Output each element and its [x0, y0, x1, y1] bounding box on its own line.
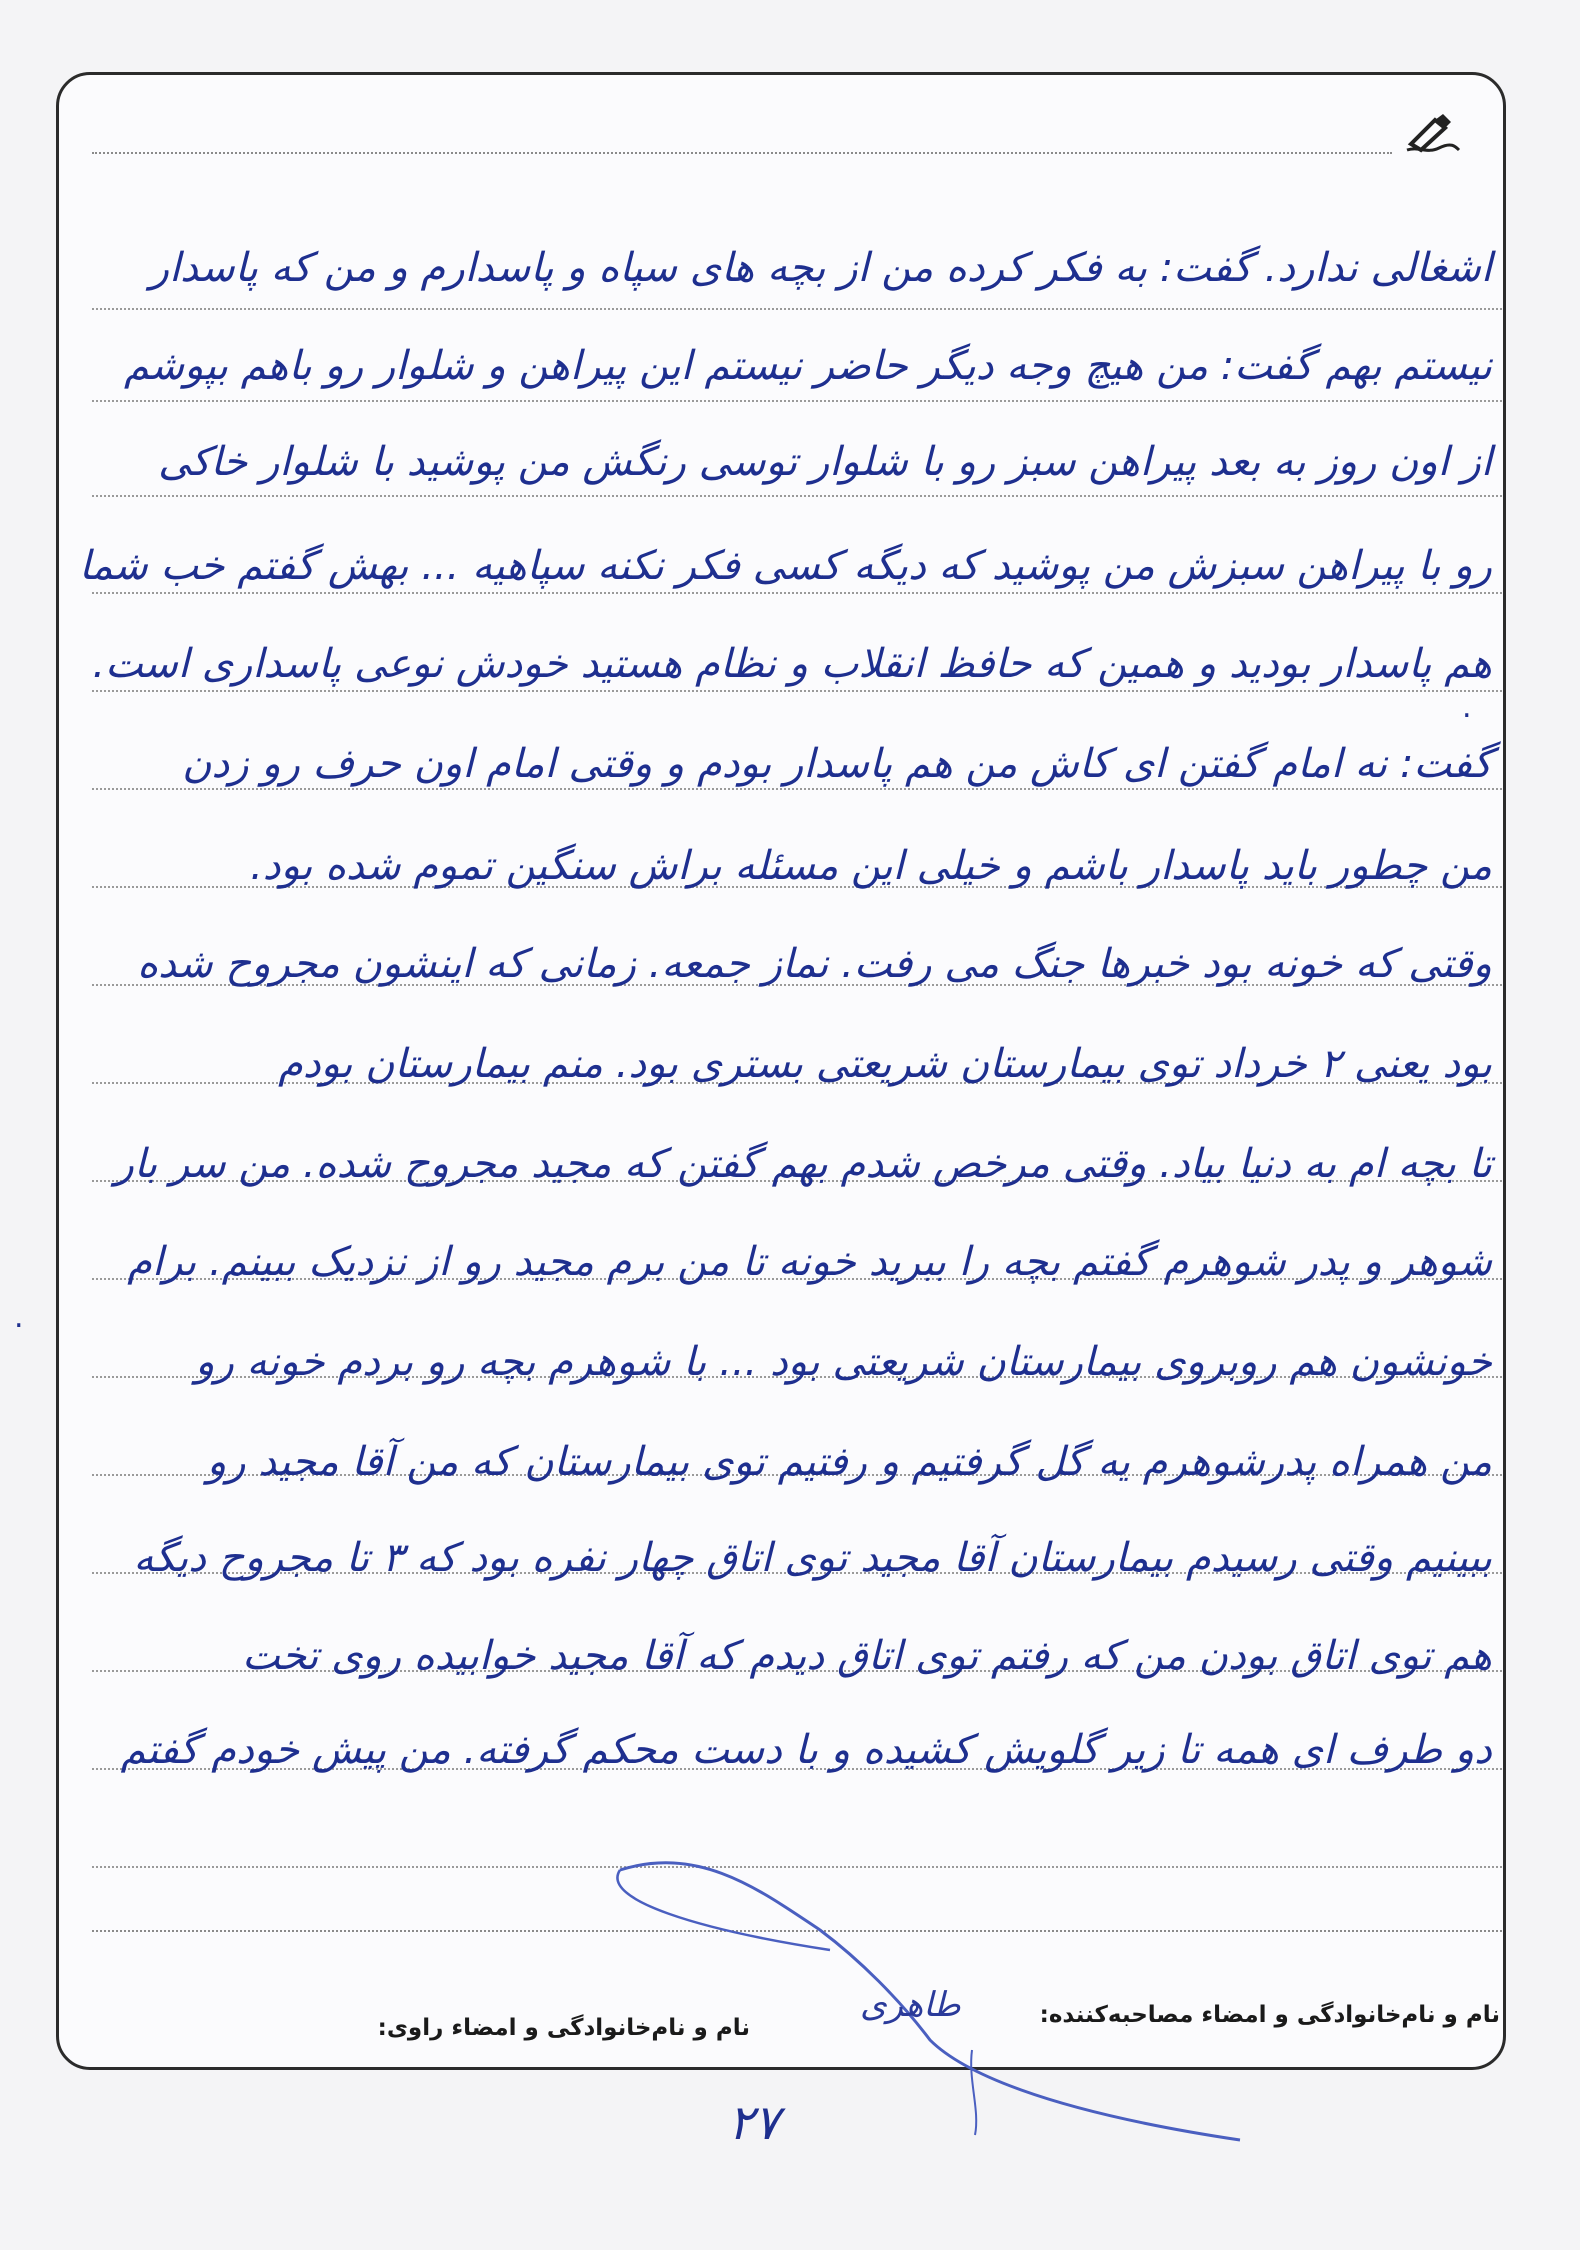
margin-dot: .: [14, 1300, 24, 1335]
pen-writing-icon: [1405, 110, 1461, 154]
interviewer-signature: طاهری: [860, 1985, 961, 2025]
handwritten-line: رو با پیراهن سبزش من پوشید که دیگه کسی فکر نکنه سپاهیه ... بهش گفتم خب شما: [78, 543, 1492, 589]
signature-divider-line: [92, 1930, 1502, 1932]
interviewer-signature-label: نام و نام‌خانوادگی و امضاء مصاحبه‌کننده:: [1039, 2002, 1500, 2028]
handwritten-line: ببینیم وقتی رسیدم بیمارستان آقا مجید توی اتاق چهار نفره بود که ۳ تا مجروح دیگه: [133, 1535, 1492, 1581]
page-number: ۲۷: [728, 2095, 780, 2151]
header-dotted-line: [92, 152, 1392, 154]
handwritten-line: من چطور باید پاسدار باشم و خیلی این مسئله براش سنگین تموم شده بود.: [250, 843, 1492, 889]
handwritten-line: تا بچه ام به دنیا بیاد. وقتی مرخص شدم بهم گفتن که مجید مجروح شده. من سر بار: [114, 1141, 1492, 1187]
handwritten-line: از اون روز به بعد پیراهن سبز رو با شلوار توسی رنگش من پوشید با شلوار خاکی: [158, 439, 1492, 485]
ruled-line: [92, 400, 1502, 402]
handwritten-line: شوهر و پدر شوهرم گفتم بچه را ببرید خونه تا من برم مجید رو از نزدیک ببینم. برام: [127, 1239, 1492, 1285]
ruled-line: [92, 1866, 1502, 1868]
handwritten-line: اشغالی ندارد. گفت: به فکر کرده من از بچه های سپاه و پاسدارم و من که پاسدار: [149, 245, 1492, 291]
handwritten-line: گفت: نه امام گفتن ای کاش من هم پاسدار بودم و وقتی امام اون حرف رو زدن: [182, 741, 1492, 787]
handwritten-line: هم پاسدار بودید و همین که حافظ انقلاب و نظام هستید خودش نوعی پاسداری است.: [92, 641, 1492, 687]
handwritten-line: دو طرف ای همه تا زیر گلویش کشیده و با دست محکم گرفته. من پیش خودم گفتم: [120, 1727, 1492, 1773]
handwritten-line: خونشون هم روبروی بیمارستان شریعتی بود ... با شوهرم بچه رو بردم خونه رو: [195, 1339, 1492, 1385]
handwritten-line: بود یعنی ۲ خرداد توی بیمارستان شریعتی بستری بود. منم بیمارستان بودم: [278, 1041, 1492, 1087]
ruled-line: [92, 495, 1502, 497]
ruled-line: [92, 308, 1502, 310]
handwritten-line: من همراه پدرشوهرم یه گل گرفتیم و رفتیم توی بیمارستان که من آقا مجید رو: [206, 1439, 1492, 1485]
handwritten-line: وقتی که خونه بود خبرها جنگ می رفت. نماز جمعه. زمانی که اینشون مجروح شده: [137, 941, 1492, 987]
handwritten-line: نیستم بهم گفت: من هیچ وجه دیگر حاضر نیستم این پیراهن و شلوار رو باهم بپوشم: [124, 343, 1492, 389]
narrator-signature-label: نام و نام‌خانوادگی و امضاء راوی:: [377, 2015, 750, 2041]
margin-dot: .: [1462, 690, 1472, 725]
handwritten-line: هم توی اتاق بودن من که رفتم توی اتاق دیدم که آقا مجید خوابیده روی تخت: [242, 1633, 1492, 1679]
